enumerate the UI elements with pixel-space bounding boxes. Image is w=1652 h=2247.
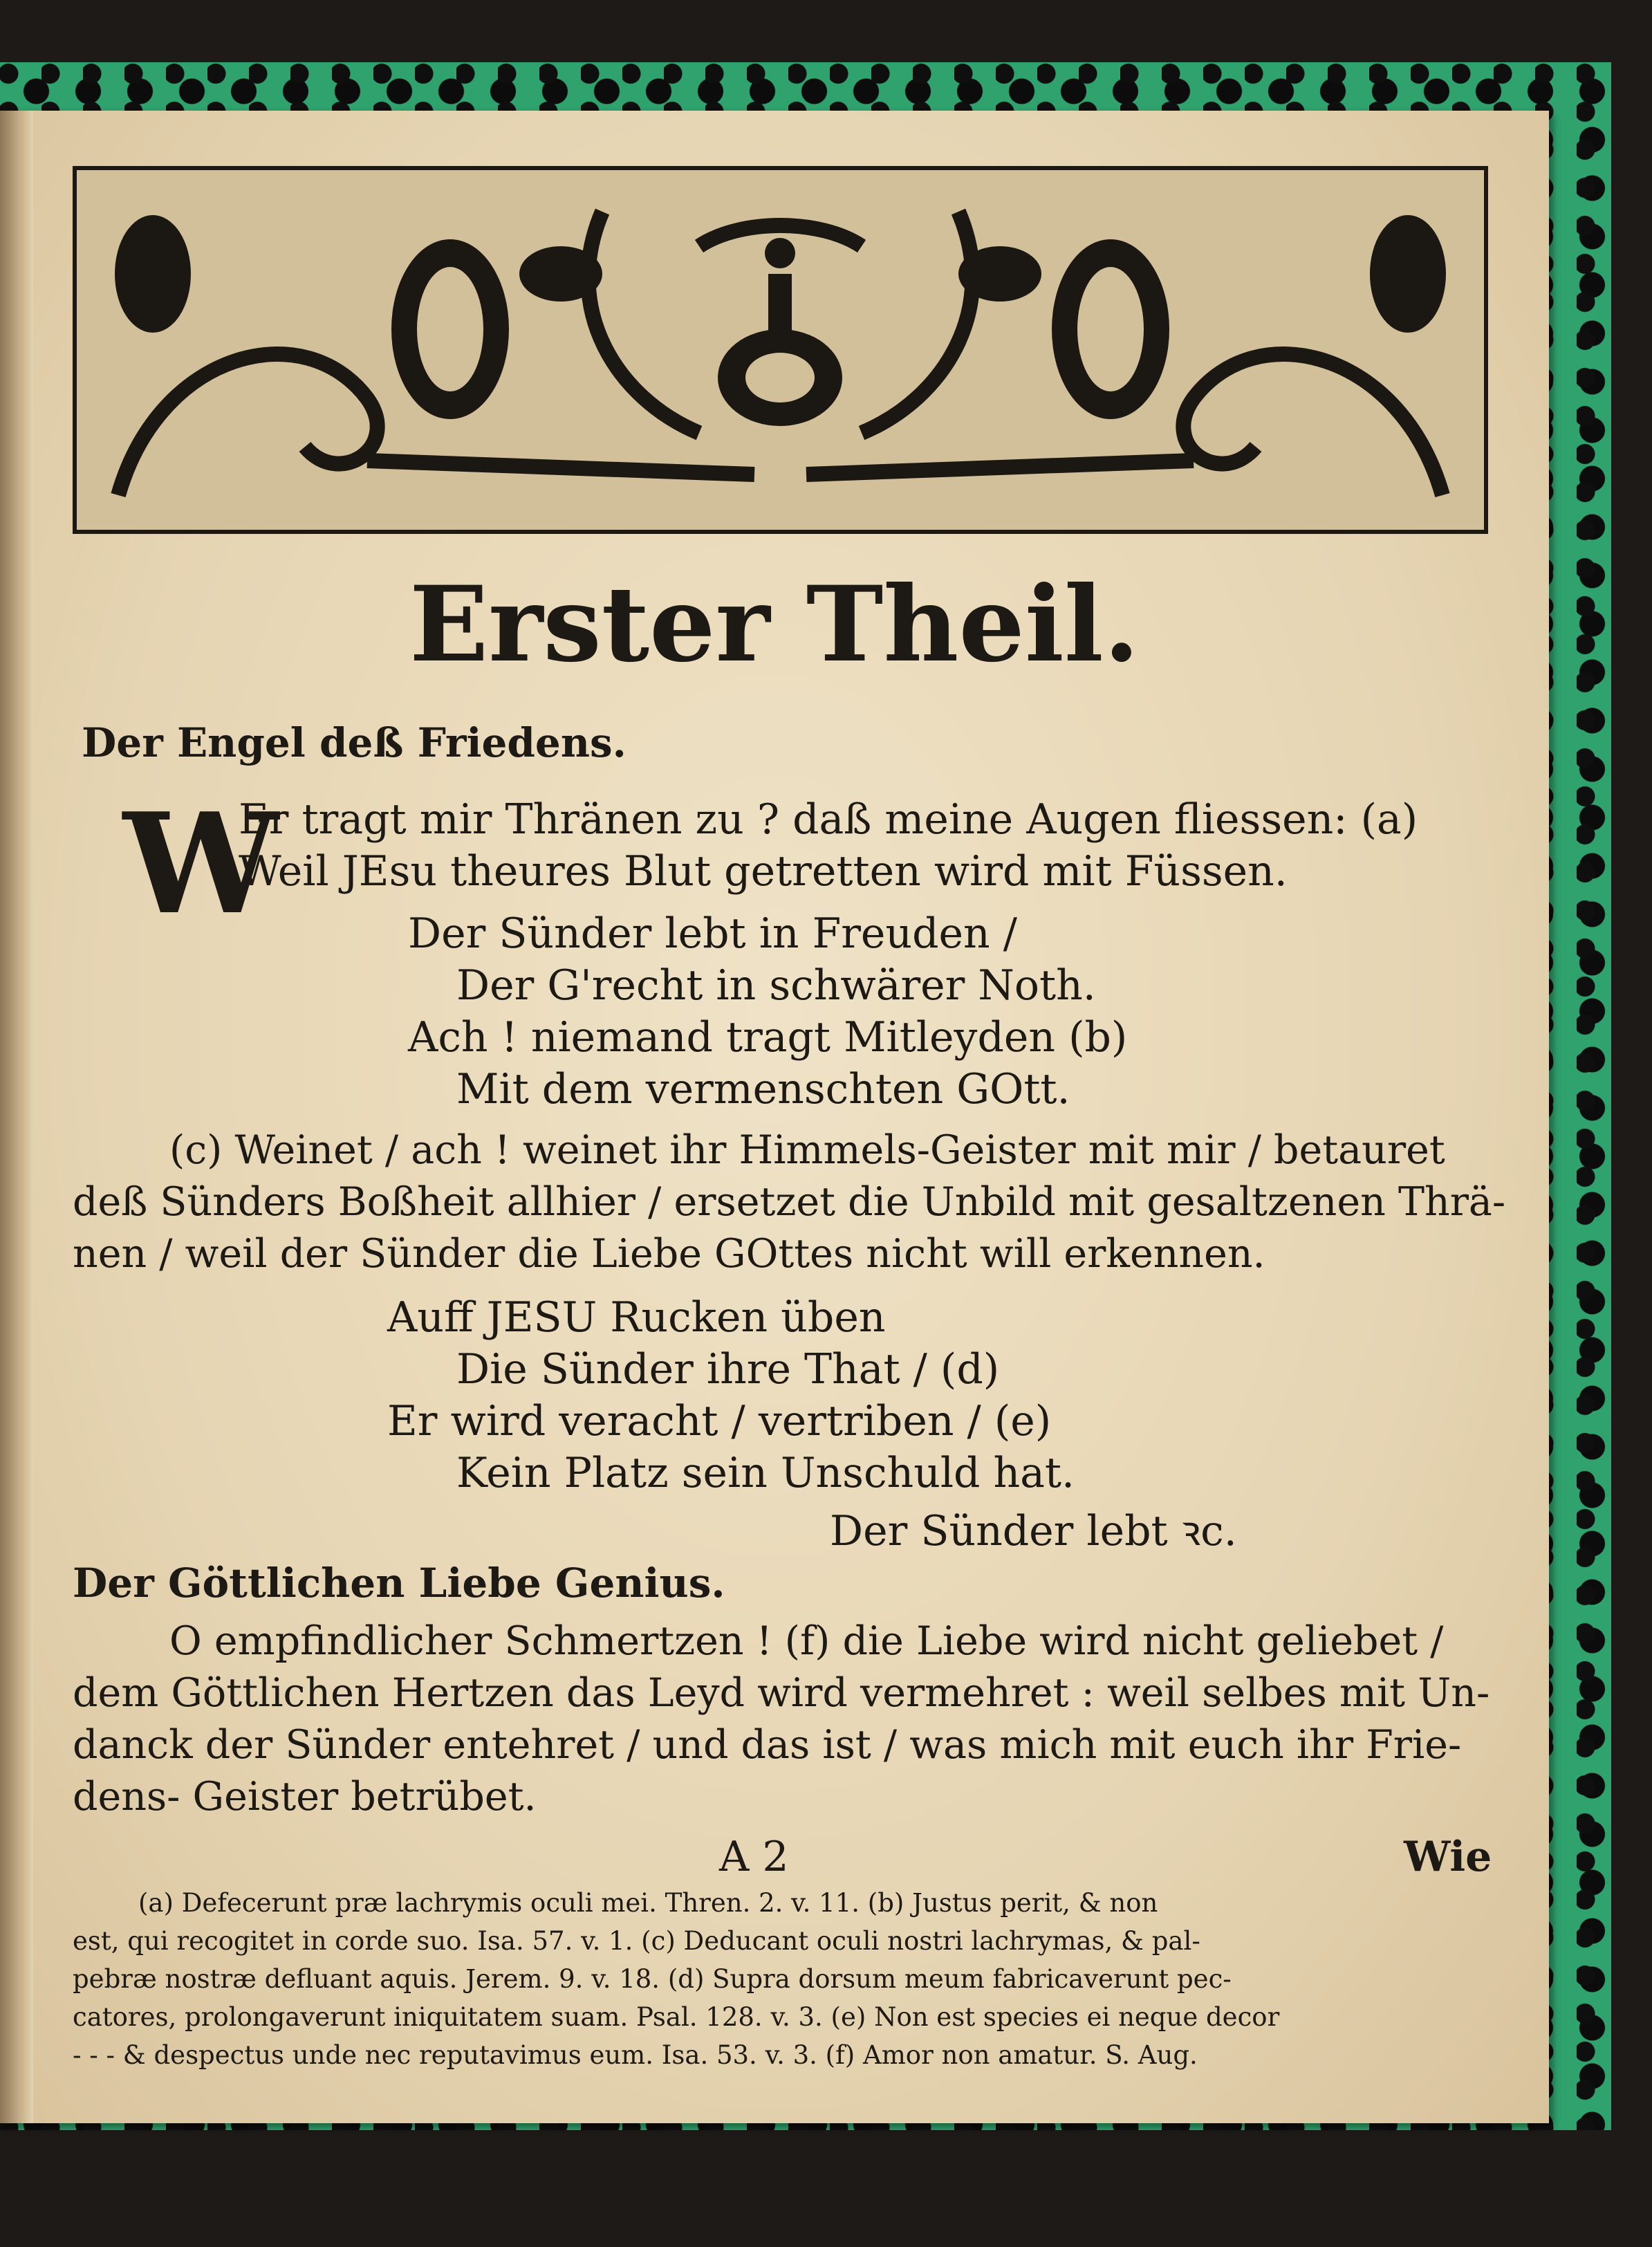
prose-line: O empfindlicher Schmertzen ! (f) die Liebe wird nicht geliebet /	[169, 1618, 1444, 1664]
footnote-line: (a) Defecerunt præ lachrymis oculi mei. Thren. 2. v. 11. (b) Justus perit, & non	[138, 1888, 1158, 1918]
verse-line: Weil JEsu theures Blut getretten wird mit Füssen.	[239, 847, 1288, 896]
prose-line: danck der Sünder entehret / und das ist / was mich mit euch ihr Frie-	[73, 1722, 1462, 1768]
refrain-line: Mit dem vermenschten GOtt.	[456, 1065, 1070, 1113]
speaker-heading: Der Engel deß Friedens.	[82, 719, 627, 766]
signature-mark: A 2	[719, 1833, 789, 1881]
verse-line: Kein Platz sein Unschuld hat.	[456, 1449, 1075, 1497]
verse-line: Der Sünder lebt ꝛc.	[830, 1507, 1237, 1555]
prose-line: nen / weil der Sünder die Liebe GOttes nicht will erkennen.	[73, 1231, 1265, 1277]
prose-line: dem Göttlichen Hertzen das Leyd wird vermehret : weil selbes mit Un-	[73, 1670, 1490, 1716]
footnote-line: pebræ nostræ defluant aquis. Jerem. 9. v. 18. (d) Supra dorsum meum fabricaverunt pec-	[73, 1964, 1232, 1994]
woodcut-headpiece	[73, 166, 1488, 534]
page-title: Erster Theil.	[409, 564, 1140, 685]
footnote-line: est, qui recogitet in corde suo. Isa. 57. v. 1. (c) Deducant oculi nostri lachrymas, & pal-	[73, 1926, 1200, 1956]
page-gutter	[0, 111, 33, 2123]
verse-line: Er wird veracht / vertriben / (e)	[387, 1397, 1052, 1445]
catchword: Wie	[1404, 1833, 1492, 1881]
refrain-line: Der Sünder lebt in Freuden /	[408, 909, 1017, 958]
footnote-line: - - - & despectus unde nec reputavimus eum. Isa. 53. v. 3. (f) Amor non amatur. S. Aug.	[73, 2040, 1198, 2070]
refrain-line: Der G'recht in schwärer Noth.	[456, 961, 1096, 1010]
drop-capital: W	[123, 783, 279, 945]
prose-line: (c) Weinet / ach ! weinet ihr Himmels-Geister mit mir / betauret	[169, 1127, 1445, 1173]
refrain-line: Ach ! niemand tragt Mitleyden (b)	[408, 1013, 1128, 1062]
verse-line: Auff JESU Rucken üben	[387, 1293, 886, 1342]
footnote-line: catores, prolongaverunt iniquitatem suam. Psal. 128. v. 3. (e) Non est species ei neque decor	[73, 2002, 1280, 2032]
verse-line: Er tragt mir Thränen zu ? daß meine Augen fliessen: (a)	[239, 795, 1418, 844]
verse-line: Die Sünder ihre That / (d)	[456, 1345, 1000, 1394]
speaker-heading: Der Göttlichen Liebe Genius.	[73, 1560, 725, 1607]
prose-line: dens- Geister betrübet.	[73, 1774, 537, 1820]
prose-line: deß Sünders Boßheit allhier / ersetzet die Unbild mit gesaltzenen Thrä-	[73, 1179, 1506, 1225]
